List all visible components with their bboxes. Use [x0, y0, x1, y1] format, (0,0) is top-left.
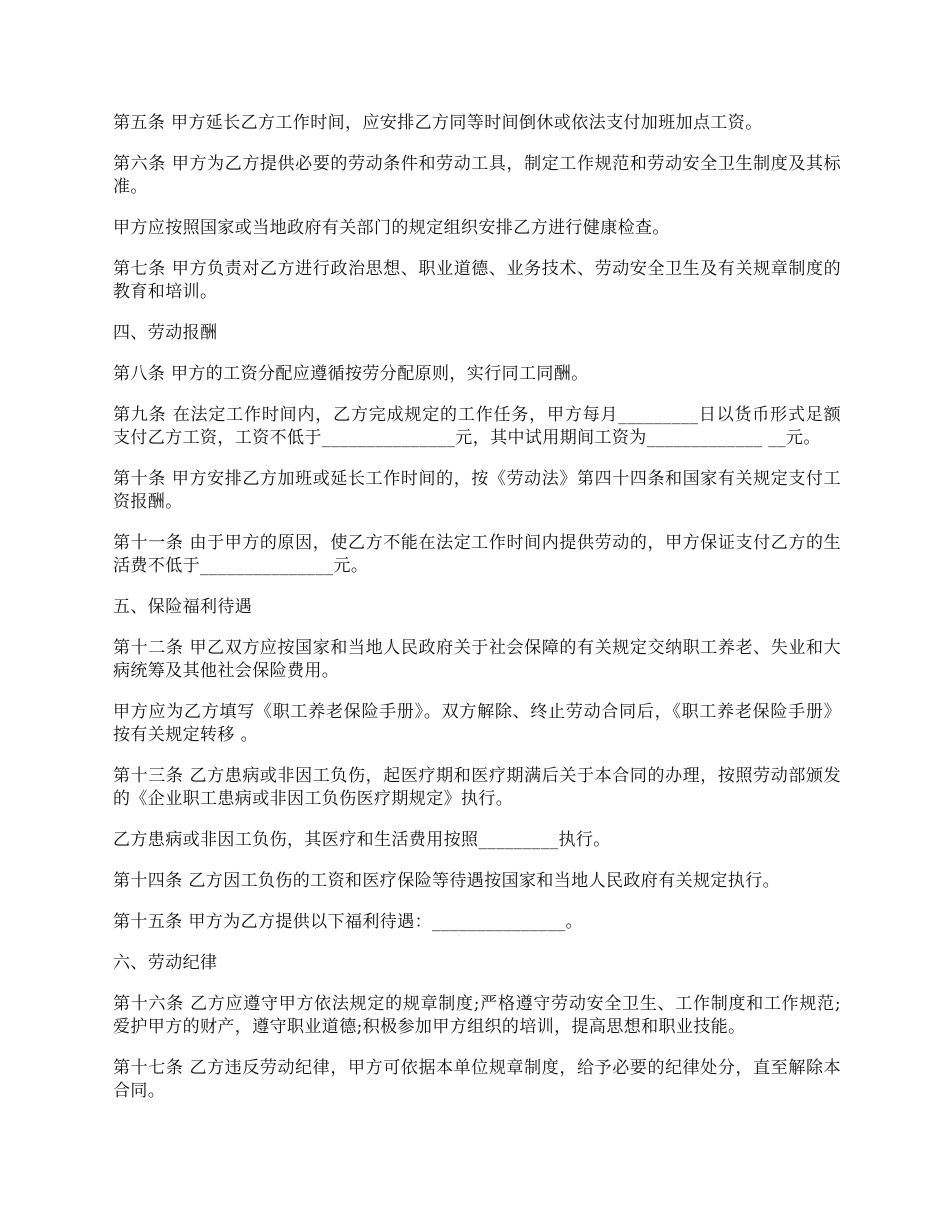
clause-13: 第十三条 乙方患病或非因工负伤，起医疗期和医疗期满后关于本合同的办理，按照劳动部颁发的《企业职工患病或非因工负伤医疗期规定》执行。: [113, 766, 841, 809]
clause-8: 第八条 甲方的工资分配应遵循按劳分配原则，实行同工同酬。: [113, 364, 589, 384]
clause-14: 第十四条 乙方因工负伤的工资和医疗保险等待遇按国家和当地人民政府有关规定执行。: [113, 871, 781, 891]
clause-5: 第五条 甲方延长乙方工作时间，应安排乙方同等时间倒休或依法支付加班加点工资。: [113, 113, 763, 133]
clause-16: 第十六条 乙方应遵守甲方依法规定的规章制度;严格遵守劳动安全卫生、工作制度和工作规范;爱护甲方的财产，遵守职业道德;积极参加甲方组织的培训，提高思想和职业技能。: [113, 994, 841, 1037]
clause-7: 第七条 甲方负责对乙方进行政治思想、职业道德、业务技术、劳动安全卫生及有关规章制度的教育和培训。: [113, 259, 841, 302]
clause-9: 第九条 在法定工作时间内，乙方完成规定的工作任务，甲方每月_________日以货币形式足额支付乙方工资，工资不低于_______________元，其中试用期间工资为_____________ __元。: [113, 405, 841, 448]
section-heading-insurance: 五、保险福利待遇: [113, 597, 253, 617]
medical-expense-paragraph: 乙方患病或非因工负伤，其医疗和生活费用按照_________执行。: [113, 830, 611, 850]
clause-17: 第十七条 乙方违反劳动纪律，甲方可依据本单位规章制度，给予必要的纪律处分，直至解除本合同。: [113, 1058, 841, 1101]
section-heading-remuneration: 四、劳动报酬: [113, 323, 218, 343]
health-check-paragraph: 甲方应按照国家或当地政府有关部门的规定组织安排乙方进行健康检查。: [113, 218, 670, 238]
clause-6: 第六条 甲方为乙方提供必要的劳动条件和劳动工具，制定工作规范和劳动安全卫生制度及其标准。: [113, 154, 841, 197]
clause-15: 第十五条 甲方为乙方提供以下福利待遇：_______________。: [113, 912, 583, 932]
document-body: [113, 112, 841, 1121]
section-heading-discipline: 六、劳动纪律: [113, 953, 218, 973]
clause-10: 第十条 甲方安排乙方加班或延长工作时间的，按《劳动法》第四十四条和国家有关规定支付工资报酬。: [113, 469, 841, 512]
pension-handbook-paragraph: 甲方应为乙方填写《职工养老保险手册》。双方解除、终止劳动合同后，《职工养老保险手册》按有关规定转移 。: [113, 702, 841, 745]
clause-12: 第十二条 甲乙双方应按国家和当地人民政府关于社会保障的有关规定交纳职工养老、失业和大病统筹及其他社会保险费用。: [113, 638, 841, 681]
clause-11: 第十一条 由于甲方的原因，使乙方不能在法定工作时间内提供劳动的，甲方保证支付乙方的生活费不低于_______________元。: [113, 533, 841, 576]
